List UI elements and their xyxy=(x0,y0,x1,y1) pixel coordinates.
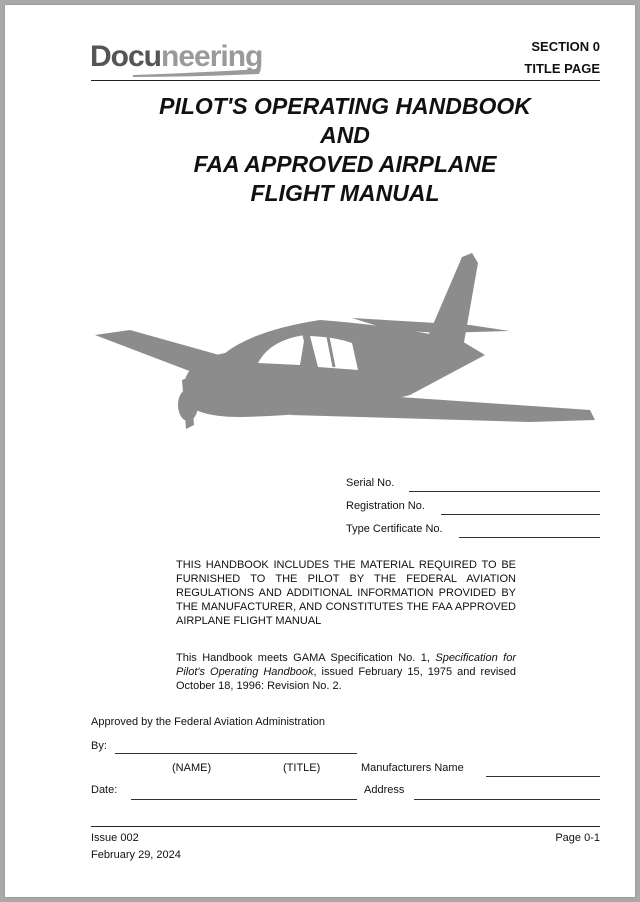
title-line-3: FAA APPROVED AIRPLANE xyxy=(193,151,497,177)
gama-statement xyxy=(176,651,516,693)
registration-input-line[interactable] xyxy=(441,514,600,515)
type-certificate-label: Type Certificate No. xyxy=(346,523,443,535)
by-label: By: xyxy=(91,740,107,752)
registration-label: Registration No. xyxy=(346,500,425,512)
manufacturer-label: Manufacturers Name xyxy=(361,762,464,774)
title-line-2: AND xyxy=(320,122,370,148)
gama-spec-title: Specification for Pilot's Operating Handbook xyxy=(176,652,516,678)
by-signature-line[interactable] xyxy=(115,753,357,754)
serial-input-line[interactable] xyxy=(409,491,600,492)
gama-text-suffix: , issued February 15, 1975 and revised October 18, 1996: Revision No. 2. xyxy=(176,666,516,692)
gama-text-prefix: This Handbook meets GAMA Specification No. 1, xyxy=(176,652,436,664)
logo-text-light: neering xyxy=(161,40,263,73)
date-label: Date: xyxy=(91,784,118,796)
logo-text-dark: Docu xyxy=(90,40,161,73)
issue-date: February 29, 2024 xyxy=(91,849,181,861)
logo-swoosh-icon xyxy=(133,69,261,77)
title-line-4: FLIGHT MANUAL xyxy=(250,180,440,206)
approved-by-text: Approved by the Federal Aviation Administration xyxy=(91,716,325,728)
address-input-line[interactable] xyxy=(414,799,600,800)
header-rule xyxy=(91,80,600,81)
handbook-statement: THIS HANDBOOK INCLUDES THE MATERIAL REQUIRED TO BE FURNISHED TO THE PILOT BY THE FEDERAL AVIATION REGULATIONS AND ADDITIONAL INFORMATION PROVIDED BY THE MANUFACTURER, AND CONSTITUTES THE FAA APPROVED AIRPLANE FLIGHT MANUAL xyxy=(176,559,516,627)
title-caption: (TITLE) xyxy=(283,762,321,774)
airplane-illustration xyxy=(90,245,610,435)
footer-rule xyxy=(91,826,600,827)
serial-label: Serial No. xyxy=(346,477,395,489)
section-name: TITLE PAGE xyxy=(524,61,600,76)
title-line-1: PILOT'S OPERATING HANDBOOK xyxy=(159,93,531,119)
address-label: Address xyxy=(364,784,405,796)
manufacturer-input-line[interactable] xyxy=(486,776,600,777)
document-page xyxy=(5,5,635,897)
type-certificate-input-line[interactable] xyxy=(459,537,600,538)
name-caption: (NAME) xyxy=(172,762,212,774)
page-number: Page 0-1 xyxy=(555,832,600,844)
issue-number: Issue 002 xyxy=(91,832,139,844)
section-number: SECTION 0 xyxy=(531,39,600,54)
date-input-line[interactable] xyxy=(131,799,357,800)
